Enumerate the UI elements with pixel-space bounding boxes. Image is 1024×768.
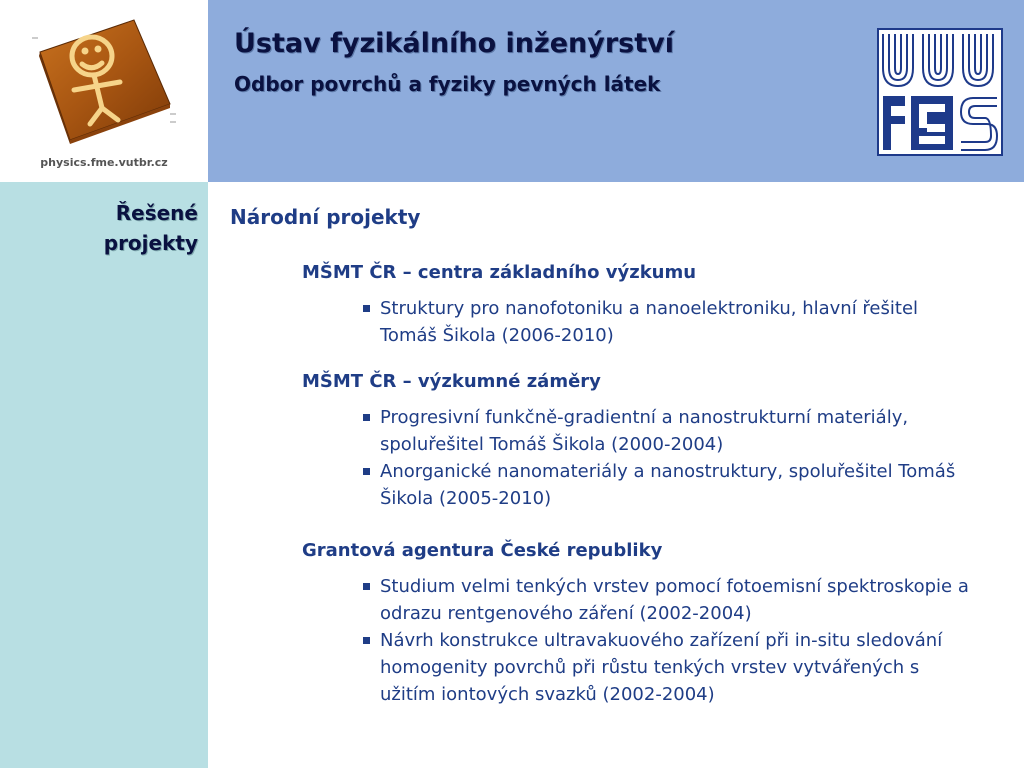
list-item [380, 627, 980, 708]
bullet-icon [363, 414, 370, 421]
group-items [302, 404, 1002, 512]
group-title: MŠMT ČR – centra základního výzkumu [302, 262, 697, 283]
bullet-icon [363, 583, 370, 590]
project-list [302, 262, 1002, 708]
list-item [380, 404, 980, 458]
list-item [380, 295, 980, 349]
list-item-text: Struktury pro nanofotoniku a nanoelektroniku, hlavní řešitel Tomáš Šikola (2006-2010) [380, 298, 919, 346]
list-item-text: Studium velmi tenkých vrstev pomocí fotoemisní spektroskopie a odrazu rentgenového záření (2002-2004) [380, 576, 969, 624]
site-url: physics.fme.vutbr.cz [40, 156, 168, 169]
institute-title: Ústav fyzikálního inženýrství [234, 28, 674, 59]
list-item-text: Progresivní funkčně-gradientní a nanostrukturní materiály, spoluřešitel Tomáš Šikola (2000-2004) [380, 407, 909, 455]
list-item-text: Návrh konstrukce ultravakuového zařízení při in-situ sledování homogenity povrchů při růstu tenkých vrstev vytvářených s užitím iontových svazků (2002-2004) [380, 630, 943, 705]
afm-smiley-image-icon [30, 18, 178, 146]
bullet-icon [363, 468, 370, 475]
list-item [380, 573, 980, 627]
sidebar-title-line1: Řešené [115, 201, 198, 225]
fsi-logo-icon [877, 28, 1003, 156]
group-items [302, 295, 1002, 349]
corner-panel [0, 0, 208, 182]
bullet-icon [363, 637, 370, 644]
section-title: Národní projekty [230, 205, 421, 229]
project-group [302, 540, 1002, 708]
group-title: MŠMT ČR – výzkumné záměry [302, 371, 601, 392]
project-group [302, 262, 1002, 349]
project-group [302, 371, 1002, 512]
group-items [302, 573, 1002, 708]
sidebar [0, 182, 208, 768]
bullet-icon [363, 305, 370, 312]
list-item-text: Anorganické nanomateriály a nanostruktury, spoluřešitel Tomáš Šikola (2005-2010) [380, 461, 956, 509]
sidebar-title [104, 198, 198, 258]
sidebar-title-line2: projekty [103, 231, 198, 255]
group-title: Grantová agentura České republiky [302, 540, 663, 561]
list-item [380, 458, 980, 512]
department-subtitle: Odbor povrchů a fyziky pevných látek [234, 72, 661, 96]
